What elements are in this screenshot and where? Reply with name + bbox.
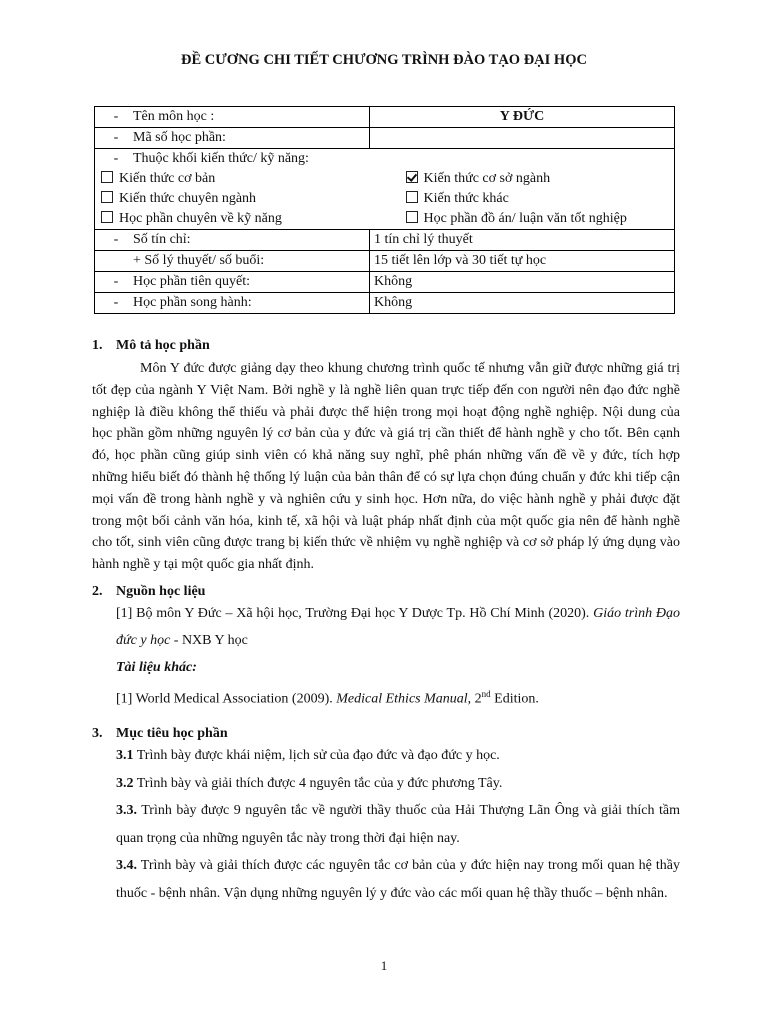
knowledge-option — [99, 189, 385, 209]
page-number: 1 — [380, 958, 388, 973]
table-row — [95, 149, 675, 230]
subject-name-label: Tên môn học : — [133, 109, 215, 124]
section-heading: 3. Mục tiêu học phần — [92, 726, 228, 741]
subject-name-value: Y ĐỨC — [370, 107, 675, 128]
table-row — [95, 272, 675, 293]
prereq-label: Học phần tiên quyết: — [133, 274, 251, 289]
dash: - — [113, 130, 119, 145]
table-row — [95, 128, 675, 149]
knowledge-options — [99, 169, 670, 229]
dash: - — [113, 274, 119, 289]
description-paragraph: Môn Y đức được giảng dạy theo khung chương trình quốc tế nhưng vẫn giữ được những giá trị tốt đẹp của ngành Y Việt Nam. Bởi nghề y là nghề liên quan trực tiếp đến con người nên đạo đức nghề nghiệp là điều không thể thiếu và phải được thể hiện trong mọi hoạt động nghề nghiệp. Nội dung của học phần gồm những nguyên lý cơ bản của y đức và giá trị cần thiết để hành nghề y cho tốt. Bên cạnh đó, học phần cũng giúp sinh viên có khả năng suy nghĩ, phê phán những vấn đề về y đức, tích hợp những hiểu biết đó thành hệ thống lý luận của bản thân để có sự lựa chọn đúng chuẩn y đức khi tiếp cận mọi vấn đề trong hành nghề y và nghiên cứu y sinh học. Hơn nữa, do việc hành nghề y phải được đặt trong một bối cảnh văn hóa, kinh tế, xã hội và luật pháp nhất định của một quốc gia nên để hành nghề cho tốt, sinh viên cũng được trang bị kiến thức về nhiệm vụ nghề nghiệp và cơ sở pháp lý ứng dụng vào hành nghề y tại một quốc gia nhất định. — [92, 361, 680, 573]
course-code-label: Mã số học phần: — [133, 130, 226, 145]
knowledge-option — [385, 189, 671, 209]
knowledge-option — [99, 209, 385, 229]
table-row — [95, 230, 675, 251]
checkbox-icon[interactable] — [101, 171, 113, 183]
objectives-list — [92, 742, 680, 907]
objective-item: 3.3. Trình bày được 9 nguyên tắc về người thầy thuốc của Hải Thượng Lãn Ông và giải thích tầm quan trọng của những nguyên tắc này trong thời đại hiện nay. — [116, 803, 680, 846]
knowledge-option-label: Kiến thức cơ sở ngành — [423, 171, 551, 186]
knowledge-option-label: Học phần chuyên về kỹ năng — [119, 211, 282, 226]
dash: - — [113, 232, 119, 247]
knowledge-option-label: Kiến thức khác — [423, 191, 509, 206]
parallel-label: Học phần song hành: — [133, 295, 252, 310]
hours-label: + Số lý thuyết/ số buổi: — [133, 253, 265, 268]
checkbox-icon[interactable] — [101, 191, 113, 203]
course-info-table — [94, 106, 675, 314]
dash: - — [113, 109, 119, 124]
checked-checkbox-icon[interactable] — [406, 171, 418, 183]
knowledge-block-label: Thuộc khối kiến thức/ kỹ năng: — [133, 151, 309, 166]
section-objectives — [92, 726, 680, 907]
knowledge-option-label: Học phần đồ án/ luận văn tốt nghiệp — [423, 211, 627, 226]
credits-value: 1 tín chỉ lý thuyết — [370, 230, 675, 251]
prereq-value: Không — [370, 272, 675, 293]
knowledge-option — [99, 169, 385, 189]
credits-label: Số tín chỉ: — [133, 232, 191, 247]
other-resources-label: Tài liệu khác: — [116, 660, 197, 675]
table-row — [95, 251, 675, 272]
section-description — [92, 338, 680, 576]
checkbox-icon[interactable] — [406, 211, 418, 223]
checkbox-icon[interactable] — [406, 191, 418, 203]
knowledge-option — [385, 169, 671, 189]
course-code-value — [370, 128, 675, 149]
checkbox-icon[interactable] — [101, 211, 113, 223]
reference-item: [1] World Medical Association (2009). Medical Ethics Manual, 2nd Edition. — [116, 689, 539, 707]
objective-item: 3.2 Trình bày và giải thích được 4 nguyên tắc của y đức phương Tây. — [116, 775, 503, 791]
table-row — [95, 107, 675, 128]
knowledge-option-label: Kiến thức cơ bản — [119, 171, 216, 186]
document-title: ĐỀ CƯƠNG CHI TIẾT CHƯƠNG TRÌNH ĐÀO TẠO ĐẠI HỌC — [181, 52, 587, 68]
objective-item: 3.1 Trình bày được khái niệm, lịch sử của đạo đức và đạo đức y học. — [116, 748, 500, 763]
table-row — [95, 293, 675, 314]
objective-item: 3.4. Trình bày và giải thích được các nguyên tắc cơ bản của y đức hiện nay trong mối quan hệ thầy thuốc - bệnh nhân. Vận dụng những nguyên lý y đức vào các mối quan hệ thầy thuốc – bệnh nhân. — [116, 858, 680, 901]
dash: - — [113, 151, 119, 166]
knowledge-option-label: Kiến thức chuyên ngành — [119, 191, 257, 206]
reference-item: [1] Bộ môn Y Đức – Xã hội học, Trường Đại học Y Dược Tp. Hồ Chí Minh (2020). Giáo trình Đạo đức y học - NXB Y học — [116, 606, 680, 648]
knowledge-option — [385, 209, 671, 229]
section-heading: 1. Mô tả học phần — [92, 338, 210, 353]
parallel-value: Không — [370, 293, 675, 314]
hours-value: 15 tiết lên lớp và 30 tiết tự học — [370, 251, 675, 272]
section-heading: 2. Nguồn học liệu — [92, 584, 206, 599]
section-resources — [92, 584, 680, 713]
dash: - — [113, 295, 119, 310]
